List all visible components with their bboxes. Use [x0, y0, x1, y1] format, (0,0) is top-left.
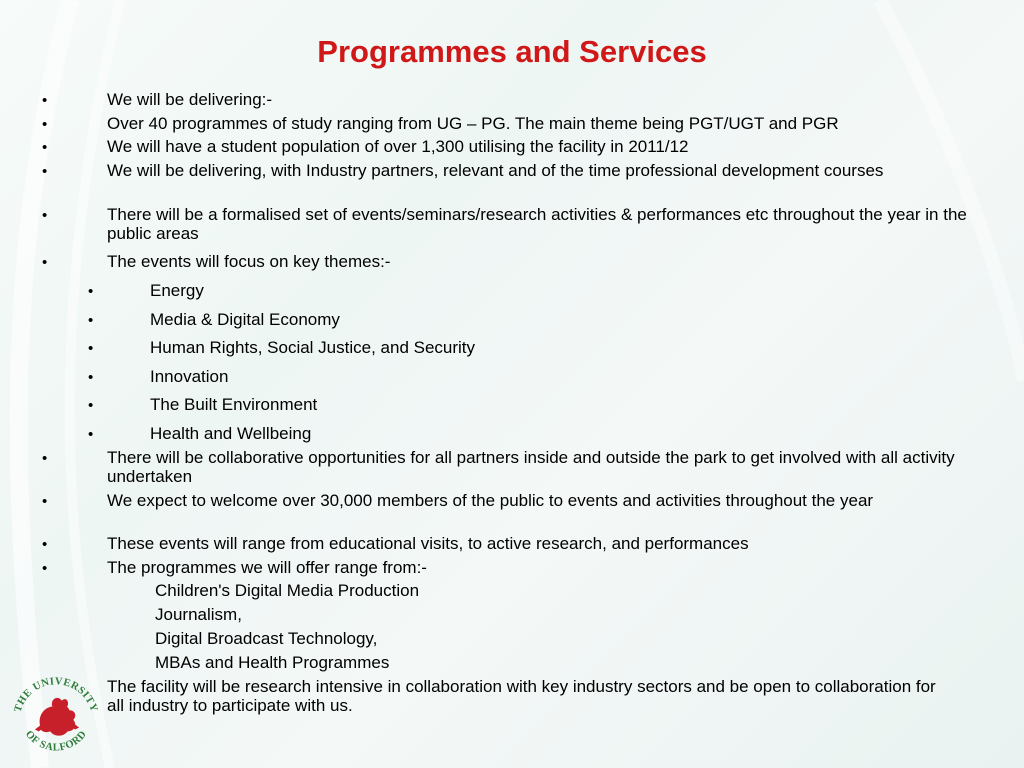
bullet-marker: • — [42, 139, 48, 156]
bullet-text: The programmes we will offer range from:- — [107, 558, 427, 577]
programme-item: Journalism, — [155, 605, 242, 624]
bullet-marker: • — [42, 493, 48, 510]
bullet-marker: • — [42, 560, 48, 577]
logo-text-top: THE UNIVERSITY — [12, 676, 100, 714]
bullet-text: We will be delivering:- — [107, 90, 273, 109]
sub-bullet-marker: • — [88, 312, 94, 329]
programme-item: Digital Broadcast Technology, — [155, 629, 378, 648]
bullet-marker: • — [42, 163, 48, 180]
closing-text: The facility will be research intensive in collaboration with key industry sectors and be open to collaboration for all industry to participate with us. — [107, 677, 936, 715]
bullet-text: We expect to welcome over 30,000 members of the public to events and activities throughout the year — [107, 491, 874, 510]
bullet-marker: • — [42, 450, 48, 467]
sub-bullet-marker: • — [88, 340, 94, 357]
theme-item: Energy — [150, 281, 204, 300]
bullet-marker: • — [42, 207, 48, 224]
bullet-marker: • — [42, 92, 48, 109]
bullet-marker: • — [42, 254, 48, 271]
programme-item: MBAs and Health Programmes — [155, 653, 390, 672]
bullet-marker: • — [42, 536, 48, 553]
sub-bullet-marker: • — [88, 397, 94, 414]
bullet-text: There will be collaborative opportunities for all partners inside and outside the park to get involved with all activity undertaken — [107, 448, 955, 486]
sub-bullet-marker: • — [88, 426, 94, 443]
bullet-text: Over 40 programmes of study ranging from UG – PG. The main theme being PGT/UGT and PGR — [107, 114, 839, 133]
slide-title: Programmes and Services — [317, 34, 707, 69]
bullet-marker: • — [42, 116, 48, 133]
lion-emblem-icon — [35, 698, 79, 736]
sub-bullet-marker: • — [88, 369, 94, 386]
theme-item: Innovation — [150, 367, 229, 386]
bullet-text: The events will focus on key themes:- — [107, 252, 391, 271]
university-logo — [8, 668, 104, 764]
theme-item: Human Rights, Social Justice, and Security — [150, 338, 476, 357]
theme-item: The Built Environment — [150, 395, 318, 414]
theme-item: Health and Wellbeing — [150, 424, 312, 443]
bullet-text: We will be delivering, with Industry partners, relevant and of the time professional development courses — [107, 161, 884, 180]
theme-item: Media & Digital Economy — [150, 310, 340, 329]
bullet-text: There will be a formalised set of events/seminars/research activities & performances etc throughout the year in the public areas — [107, 205, 967, 243]
programme-item: Children's Digital Media Production — [155, 581, 420, 600]
bullet-text: We will have a student population of over 1,300 utilising the facility in 2011/12 — [107, 137, 689, 156]
bullet-text: These events will range from educational visits, to active research, and performances — [107, 534, 749, 553]
sub-bullet-marker: • — [88, 283, 94, 300]
logo-text-bottom: OF SALFORD — [22, 728, 90, 754]
